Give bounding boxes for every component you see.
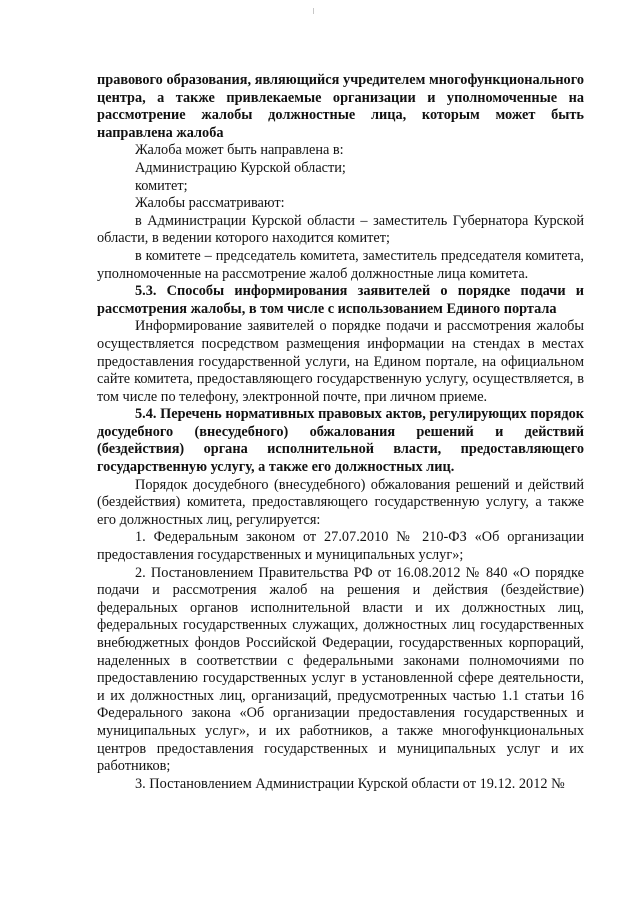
recipient-administration: Администрацию Курской области;: [135, 159, 346, 176]
recipient-committee: комитет;: [135, 177, 188, 194]
section-title-continued: правового образования, являющийся учредителем многофункционального центра, а также привлекаемые организации и уполномоченные на рассмотрение жалобы должностные лица, которым может быть направлена жалоба: [97, 72, 584, 141]
reviewer-committee: в комитете – председатель комитета, заместитель председателя комитета, уполномоченные на рассмотрение жалоб должностные лица комитета.: [97, 247, 584, 282]
regulation-item-1: 1. Федеральным законом от 27.07.2010 № 210-ФЗ «Об организации предоставления государственных и муниципальных услуг»;: [97, 529, 584, 564]
scan-mark: [313, 8, 314, 14]
reviewer-administration: в Администрации Курской области – заместитель Губернатора Курской области, в ведении которого находится комитет;: [97, 212, 584, 247]
section-5-4-intro: Порядок досудебного (внесудебного) обжалования решений и действий (бездействия) комитета, предоставляющего государственную услугу, а также его должностных лиц, регулируется:: [97, 476, 584, 528]
section-5-3-heading: 5.3. Способы информирования заявителей о порядке подачи и рассмотрения жалобы, в том числе с использованием Единого портала: [97, 283, 584, 317]
regulation-item-2: 2. Постановлением Правительства РФ от 16.08.2012 № 840 «О порядке подачи и рассмотрения жалоб на решения и действия (бездействие) федеральных органов исполнительной власти и их должностных лиц, федеральных государственных служащих, должностных лиц государственных внебюджетных фондов Российской Федерации, государственных корпораций, наделенных в соответствии с федеральными законами полномочиями по предоставлению государственных услуг в установленной сфере деятельности, и их должностных лиц, организаций, предусмотренных частью 1.1 статьи 16 Федерального закона «Об организации предоставления государственных и муниципальных услуг», и их работников, а также многофункциональных центров предоставления государственных и муниципальных услуг и их работников;: [97, 564, 584, 775]
section-5-4-heading: 5.4. Перечень нормативных правовых актов, регулирующих порядок досудебного (внесудебного) обжалования решений и действий (бездействия) органа исполнительной власти, предоставляющего государственную услугу, а также его должностных лиц.: [97, 406, 584, 476]
complaint-intro: Жалоба может быть направлена в:: [135, 142, 344, 159]
reviewers-intro: Жалобы рассматривают:: [135, 195, 285, 212]
document-body: [97, 72, 584, 793]
section-5-3-text: Информирование заявителей о порядке подачи и рассмотрения жалобы осуществляется посредством размещения информации на стендах в местах предоставления государственной услуги, на Едином портале, на официальном сайте комитета, предоставляющего государственную услугу, осуществляется, в том числе по телефону, электронной почте, при личном приеме.: [97, 318, 584, 405]
regulation-item-3: 3. Постановлением Администрации Курской области от 19.12. 2012 №: [135, 775, 565, 792]
